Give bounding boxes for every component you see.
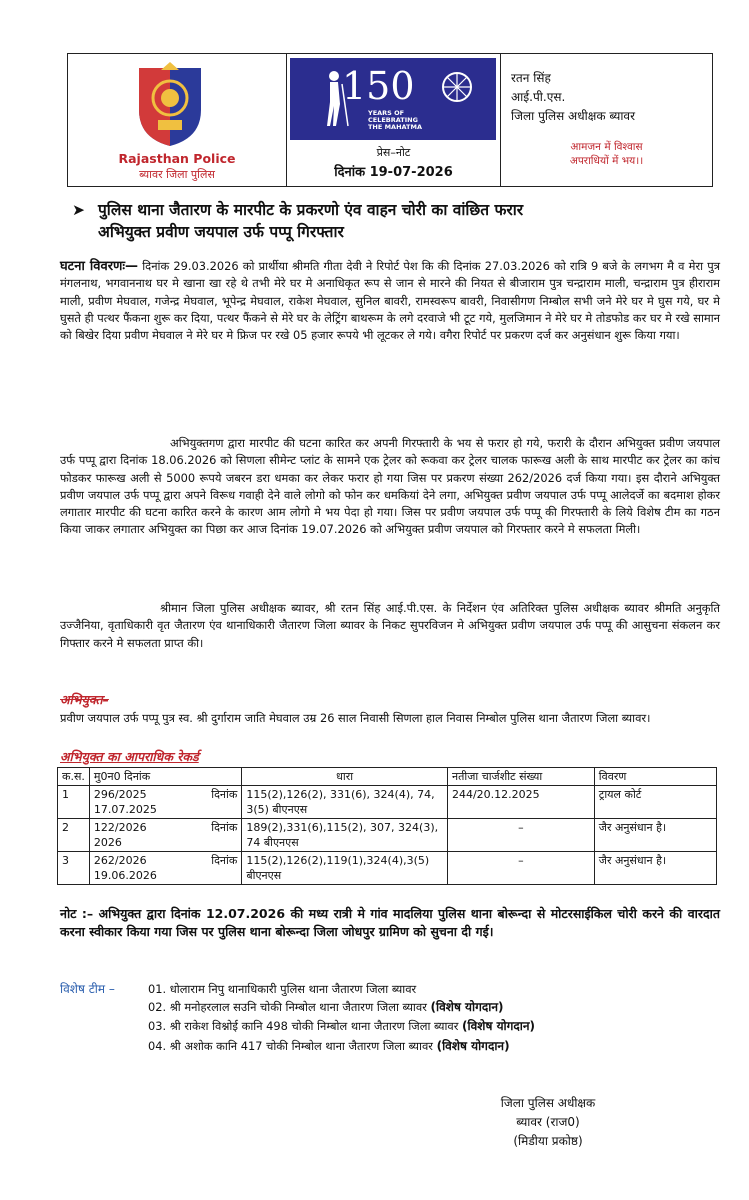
team-member: 03. श्री राकेश विश्नोई कानि 498 चोकी निम्बोल थाना जैतारण जिला ब्यावर (विशेष योगदान) <box>148 1019 536 1033</box>
table-row <box>58 852 717 885</box>
signature-place: ब्यावर (राज0) <box>516 1115 580 1129</box>
signature-cell: (मिडीया प्रकोष्ठ) <box>513 1134 583 1148</box>
cell-sections: 115(2),126(2), 331(6), 324(4), 74, 3(5) बीएनएस <box>242 786 448 819</box>
gandhi-150-banner <box>290 58 496 140</box>
headline-line-2: अभियुक्त प्रवीण जयपाल उर्फ पप्पू गिरफ्तार <box>98 223 344 241</box>
signature-title: जिला पुलिस अधीक्षक <box>500 1096 596 1110</box>
headline <box>72 199 698 243</box>
banner-number: 150 <box>342 64 415 108</box>
criminal-record-heading: अभियुक्त का आपराधिक रेकर्ड <box>60 749 199 764</box>
col-header-sn: क.स. <box>58 768 90 786</box>
criminal-record-table <box>57 767 717 885</box>
incident-text: दिनांक 29.03.2026 को प्रार्थीया श्रीमति गीता देवी ने रिपोर्ट पेश कि की दिनांक 27.03.2026 को रात्रि 9 बजे के लगभग मै व मेरा पुत्र मंगलनाथ, भगवाननाथ घर मे खाना खा रहे थे तभी मेरे घर मे अनाधिकृत रूप से जान से मारने की नियत से बीजाराम पुत्र चन्द्राराम माली, चन्द्राराम पुत्र हीराराम माली, प्रवीण मेघवाल, गजेन्द्र मेघवाल, भूपेन्द्र मेघवाल, राकेश मेघवाल, सुनिल बावरी, रामस्वरूप बावरी, निवासीगण निम्बोल सभी जने मेरे घर मे घुस गये, घर मे घुसते ही पत्थर फैंकना शुरू कर दिया, पत्थर फैंकने से मेरे घर के लेट्रिंग बाथरूम के लगे दरवाजे भी टूट गये, मुलजिमान ने मेरे घर मे तोडफोड कर घर मे रखे सामान को बिखेर दिया प्रवीण मेघवाल ने मेरे घर मे फ्रिज पर रखे 05 हजार रूपये भी लूटकर ले गये। वगैरा रिपोर्ट पर प्रकरण दर्ज कर अनुसंधान शुरू किया गया। <box>60 259 720 343</box>
table-row <box>58 786 717 819</box>
cell-sections: 189(2),331(6),115(2), 307, 324(3), 74 बीएनएस <box>242 819 448 852</box>
col-header-result: नतीजा चार्जशीट संख्या <box>447 768 594 786</box>
cell-desc: जैर अनुसंधान है। <box>594 819 716 852</box>
police-logo-cell <box>68 54 287 186</box>
cell-desc: ट्रायल कोर्ट <box>594 786 716 819</box>
team-member: 02. श्री मनोहरलाल सउनि चोकी निम्बोल थाना जैतारण जिला ब्यावर (विशेष योगदान) <box>148 1000 504 1014</box>
officer-block <box>511 69 635 126</box>
team-member: 01. धोलाराम निपु थानाधिकारी पुलिस थाना जैतारण जिला ब्यावर <box>148 982 417 996</box>
cell-result: – <box>447 819 594 852</box>
cell-sn: 2 <box>58 819 90 852</box>
banner-text: YEARS OF CELEBRATING THE MAHATMA <box>368 109 422 131</box>
cell-sections: 115(2),126(2),119(1),324(4),3(5) बीएनएस <box>242 852 448 885</box>
press-note-cell <box>287 54 501 186</box>
signature-block <box>478 1094 618 1151</box>
incident-paragraph <box>60 258 720 344</box>
col-header-case: मु0न0 दिनांक <box>89 768 241 786</box>
cell-case: 262/2026 दिनांक 19.06.2026 <box>89 852 241 885</box>
press-note-label: प्रेस–नोट <box>376 146 411 159</box>
col-header-desc: विवरण <box>594 768 716 786</box>
cell-result: 244/20.12.2025 <box>447 786 594 819</box>
officer-name: रतन सिंह <box>511 71 551 85</box>
accused-details: प्रवीण जयपाल उर्फ पप्पू पुत्र स्व. श्री दुर्गाराम जाति मेघवाल उम्र 26 साल निवासी सिणला हाल निवास निम्बोल पुलिस थाना जैतारण जिला ब्यावर। <box>60 711 651 725</box>
police-name: Rajasthan Police <box>118 151 236 166</box>
police-district: ब्यावर जिला पुलिस <box>139 168 215 181</box>
officer-title: जिला पुलिस अधीक्षक ब्यावर <box>511 109 636 123</box>
arrow-icon: ➤ <box>72 201 85 219</box>
headline-line-1: पुलिस थाना जैतारण के मारपीट के प्रकरणो एंव वाहन चोरी का वांछित फरार <box>98 201 524 219</box>
col-header-sections: धारा <box>242 768 448 786</box>
cell-sn: 1 <box>58 786 90 819</box>
cell-case: 296/2025 दिनांक 17.07.2025 <box>89 786 241 819</box>
letterhead <box>67 53 713 187</box>
cell-case: 122/2026 दिनांक 2026 <box>89 819 241 852</box>
police-motto: आमजन में विश्वास अपराधियों में भय।। <box>569 141 644 167</box>
supervision-paragraph: श्रीमान जिला पुलिस अधीक्षक ब्यावर, श्री रतन सिंह आई.पी.एस. के निर्देशन एंव अतिरिक्त पुलिस अधीक्षक ब्यावर श्रीमति अनुकृति उज्जैनिया, वृताधिकारी वृत जैतारण एंव थानाधिकारी जैतारण जिला ब्यावर के निकट सुपरविजन मे अभियुक्त प्रवीण जयपाल उर्फ पप्पू की आसुचना संकलन कर गिफ्तार करने मे सफलता प्राप्त की। <box>60 601 720 650</box>
team-member: 04. श्री अशोक कानि 417 चोकी निम्बोल थाना जैतारण जिला ब्यावर (विशेष योगदान) <box>148 1039 510 1053</box>
special-team-label: विशेष टीम – <box>60 982 115 996</box>
table-row <box>58 819 717 852</box>
press-date: दिनांक 19-07-2026 <box>334 165 453 180</box>
officer-cell <box>501 54 712 186</box>
note-paragraph: नोट :– अभियुक्त द्वारा दिनांक 12.07.2026 की मध्य रात्री मे गांव मादलिया पुलिस थाना बोरून्दा से मोटरसाईकिल चोरी करने की वारदात करना स्वीकार किया गया जिस पर पुलिस थाना बोरून्दा जिला जोधपुर ग्रामिण को सुचना दी गई। <box>60 906 720 939</box>
cell-desc: जैर अनुसंधान है। <box>594 852 716 885</box>
cell-sn: 3 <box>58 852 90 885</box>
charkha-wheel-icon <box>440 70 474 104</box>
officer-rank: आई.पी.एस. <box>511 90 566 104</box>
accused-heading: अभियुक्त– <box>60 692 109 707</box>
cell-result: – <box>447 852 594 885</box>
rajasthan-police-emblem-icon <box>109 60 231 148</box>
table-header-row <box>58 768 717 786</box>
absconding-paragraph: अभियुक्तगण द्वारा मारपीट की घटना कारित कर अपनी गिरफ्तारी के भय से फरार हो गये, फरारी के दौरान अभियुक्त प्रवीण जयपाल उर्फ पप्पू द्वारा दिनांक 18.06.2026 को सिणला सीमेन्ट प्लांट के सामने एक ट्रेलर को रूकवा कर ट्रेलर चालक फारूख अली के साथ मारपीट कर ट्रेलर का कांच फोडकर फारूख अली से 5000 रूपये जबरन डरा धमका कर लेकर फरार हो गया जिस पर प्रकरण संख्या 262/2026 दर्ज किया गया। इस दौराने अभियुक्त प्रवीण जयपाल उर्फ पप्पू द्वारा अपने विरूध गवाही देने वाले लोगो को फोन कर धमकियां देने लगा, अभियुक्त प्रवीण जयपाल उर्फ पप्पू आलेदर्जे का बदमाश होकर लगातार मारपीट की घटना कारित करने के कारण आम लोगो मे भय पेदा हो गया। जिस पर प्रवीण जयपाल उर्फ पप्पू की गिरफ्तारी के लिये विशेष टीम का गठन किया जाकर लगातार अभियुक्त का पिछा कर आज दिनांक 19.07.2026 को अभियुक्त प्रवीण जयपाल को गिरफ्तार करने मे सफलता मिली। <box>60 436 720 537</box>
incident-label: घटना विवरणः— <box>60 259 139 274</box>
